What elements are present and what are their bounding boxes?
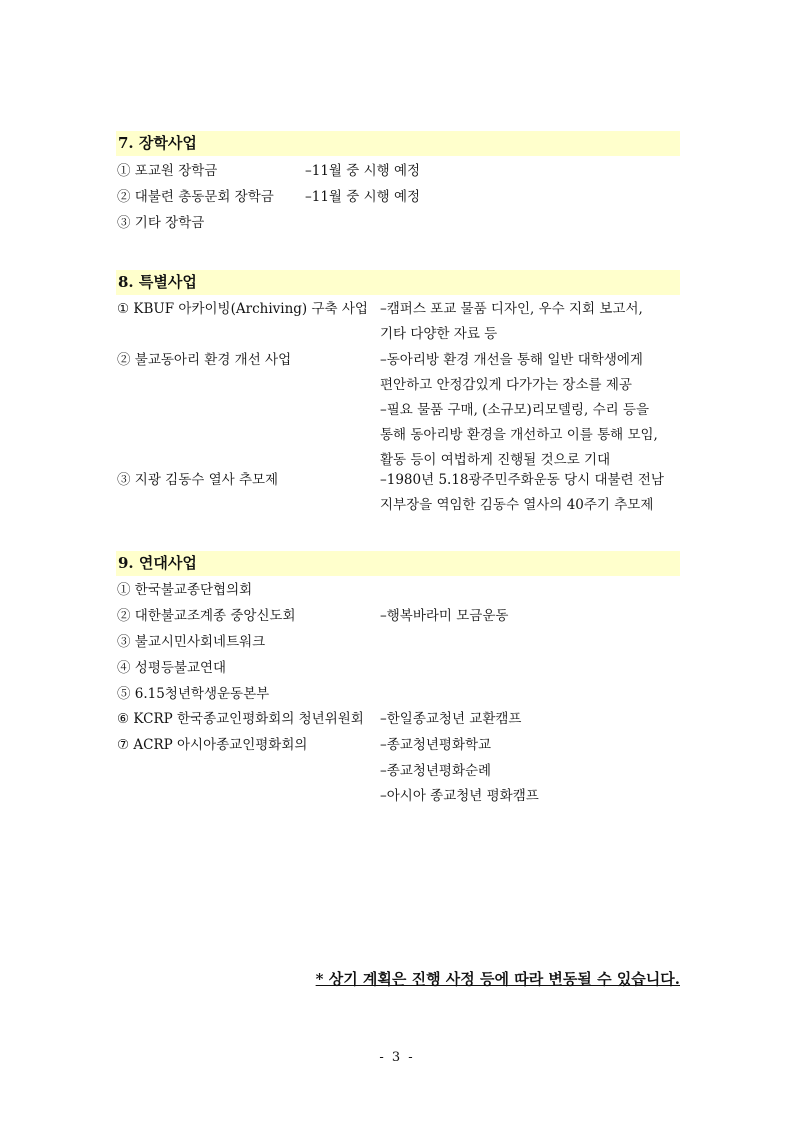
item-label: ① 포교원 장학금 (117, 163, 218, 179)
item-label: ③ 기타 장학금 (117, 215, 205, 231)
item-detail: –캠퍼스 포교 물품 디자인, 우수 지회 보고서, (380, 301, 643, 317)
item-detail: –11월 중 시행 예정 (305, 189, 421, 205)
item-detail: 통해 동아리방 환경을 개선하고 이를 통해 모임, (380, 427, 658, 443)
item-detail: –11월 중 시행 예정 (305, 163, 421, 179)
section-title-solidarity: 9. 연대사업 (116, 551, 680, 576)
item-detail: 편안하고 안정감있게 다가가는 장소를 제공 (380, 377, 632, 393)
item-detail: 지부장을 역임한 김동수 열사의 40주기 추모제 (380, 497, 654, 513)
item-label: ① KBUF 아카이빙(Archiving) 구축 사업 (117, 301, 368, 317)
item-detail: –한일종교청년 교환캠프 (380, 711, 522, 727)
item-label: ② 불교동아리 환경 개선 사업 (117, 352, 292, 368)
item-detail: –필요 물품 구매, (소규모)리모델링, 수리 등을 (380, 402, 650, 418)
item-label: ⑤ 6.15청년학생운동본부 (117, 686, 270, 702)
item-detail: –1980년 5.18광주민주화운동 당시 대불련 전남 (380, 472, 664, 488)
item-label: ⑦ ACRP 아시아종교인평화회의 (117, 737, 308, 753)
item-label: ⑥ KCRP 한국종교인평화회의 청년위원회 (117, 711, 364, 727)
section-title-special: 8. 특별사업 (116, 270, 680, 295)
change-notice: * 상기 계획은 진행 사정 등에 따라 변동될 수 있습니다. (315, 970, 680, 988)
item-label: ③ 불교시민사회네트워크 (117, 634, 266, 650)
item-detail: –행복바라미 모금운동 (380, 608, 509, 624)
item-detail: –아시아 종교청년 평화캠프 (380, 788, 539, 804)
item-label: ② 대한불교조계종 중앙신도회 (117, 608, 296, 624)
item-detail: –종교청년평화학교 (380, 737, 492, 753)
item-label: ③ 지광 김동수 열사 추모제 (117, 472, 279, 488)
item-label: ④ 성평등불교연대 (117, 660, 227, 676)
item-detail: 활동 등이 여법하게 진행될 것으로 기대 (380, 452, 611, 468)
item-detail: –종교청년평화순례 (380, 763, 492, 779)
item-detail: –동아리방 환경 개선을 통해 일반 대학생에게 (380, 352, 643, 368)
page-number: - 3 - (379, 1050, 415, 1065)
item-label: ① 한국불교종단협의회 (117, 582, 253, 598)
item-detail: 기타 다양한 자료 등 (380, 326, 498, 342)
section-title-scholarship: 7. 장학사업 (116, 131, 680, 156)
item-label: ② 대불련 총동문회 장학금 (117, 189, 274, 205)
